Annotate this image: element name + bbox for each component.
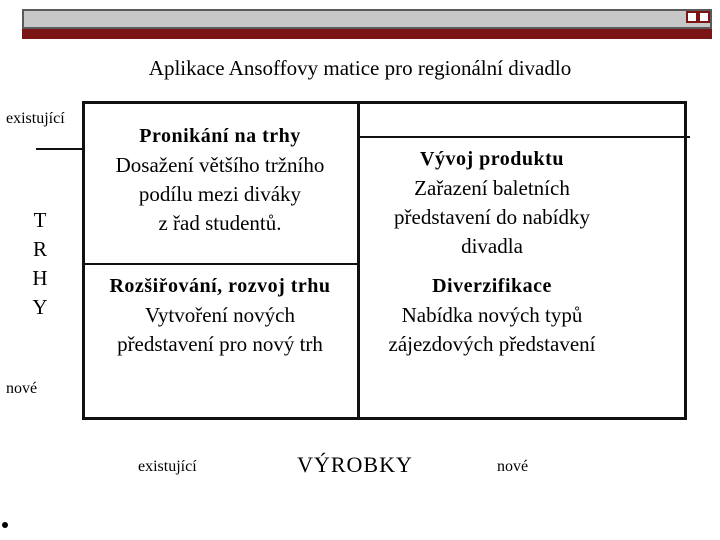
cell-line: z řad studentů. — [158, 211, 282, 235]
cell-line: představení do nabídky — [394, 205, 590, 229]
x-axis-title: VÝROBKY — [297, 452, 413, 477]
cell-line: divadla — [461, 234, 523, 258]
cell-line: Zařazení baletních — [414, 176, 570, 200]
cell-line: Vytvoření nových — [145, 303, 295, 327]
top-banner-gray-band — [22, 9, 712, 29]
slide-title: Aplikace Ansoffovy matice pro regionální divadlo — [148, 56, 572, 80]
y-axis-bottom-label: nové — [6, 380, 38, 397]
matrix-vertical-divider — [357, 101, 360, 420]
cell-heading: Rozšiřování, rozvoj trhu — [109, 275, 331, 297]
x-axis-left-label: existující — [138, 458, 197, 475]
x-axis-right-label: nové — [497, 458, 529, 475]
banner-square-icon — [686, 11, 698, 23]
y-axis-letter: T — [33, 208, 47, 232]
bullet-dot — [2, 522, 8, 528]
banner-square-icon — [698, 11, 710, 23]
y-axis-letter: Y — [32, 295, 48, 319]
cell-diversification — [362, 272, 622, 359]
cell-market-penetration — [84, 122, 356, 238]
y-axis-letter: H — [32, 266, 48, 290]
cell-line: zájezdových představení — [388, 332, 596, 356]
top-banner — [22, 9, 712, 39]
y-axis-title — [30, 206, 50, 322]
cell-line: představení pro nový trh — [117, 332, 323, 356]
y-axis-letter: R — [32, 237, 47, 261]
cell-market-development — [84, 272, 356, 359]
cell-heading: Diverzifikace — [432, 275, 552, 297]
cell-heading: Vývoj produktu — [420, 148, 564, 170]
cell-heading: Pronikání na trhy — [139, 125, 301, 147]
y-axis-top-label: existující — [6, 110, 65, 127]
top-banner-red-band — [22, 29, 712, 39]
matrix-extension-line — [360, 136, 690, 138]
cell-line: podílu mezi diváky — [138, 182, 302, 206]
matrix-horizontal-divider — [82, 263, 360, 265]
cell-line: Nabídka nových typů — [401, 303, 583, 327]
cell-line: Dosažení většího tržního — [115, 153, 325, 177]
left-axis-line — [36, 148, 82, 150]
cell-product-development — [362, 145, 622, 261]
